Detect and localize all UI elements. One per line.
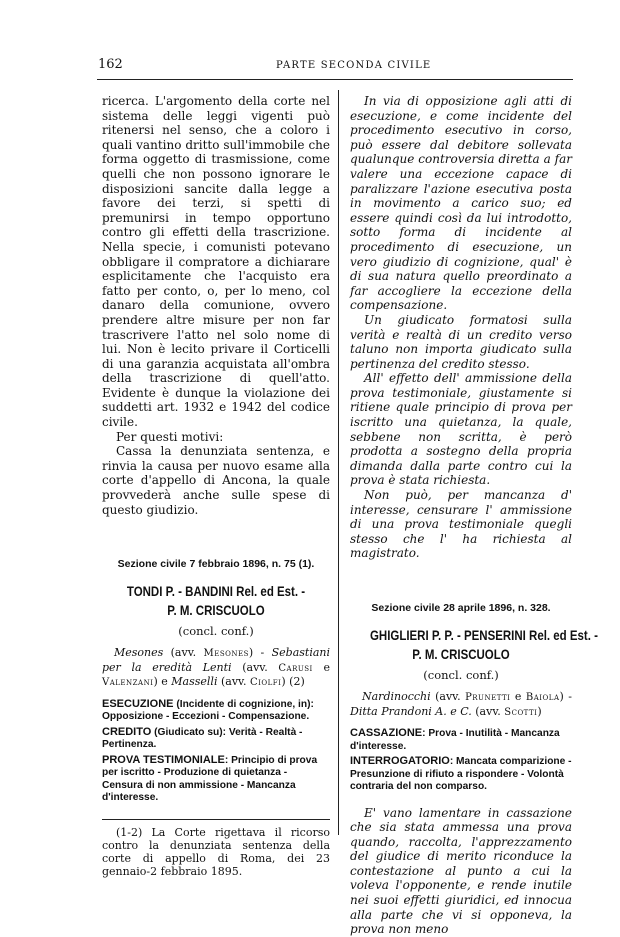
footnote-rule: [102, 819, 330, 820]
right-keyword-2: INTERROGATORIO: Mancata comparizione - Presunzione di rifiuto a rispondere - Volontà contraria del non comparso.: [350, 755, 572, 792]
left-parties-line-2: P. M. CRISCUOLO: [167, 601, 265, 618]
left-paragraph-1: ricerca. L'argomento della corte nel sistema delle leggi vigenti può ritenersi nel senso, che a coloro i quali vantino dritto sull'immobile che forma oggetto di trasmissione, come quelli che non possono ignorare le disposizioni sancite dalla legge a favore dei terzi, si spetti di premunirsi in tempo opportuno contro gli effetti della trascrizione. Nella specie, i comunisti potevano obbligare il compratore a dichiarare esplicitamente che l'acquisto era fatto per conto, o, per lo meno, col danaro della comunione, ovvero prendere altre misure per non far trascrivere l'atto nel solo nome di lui. Non è lecito privare il Corticelli di una garanzia acquistata all'ombra della trascrizione di quell'atto. Evidente è dunque la violazione dei suddetti art. 1932 e 1942 del codice civile.: [102, 94, 330, 430]
left-paragraph-3: Cassa la denunziata sentenza, e rinvia la causa per nuovo esame alla corte d'appello di Ancona, la quale provvederà anche sulle spese di questo giudizio.: [102, 444, 330, 517]
left-conclusion: (concl. conf.): [178, 623, 254, 638]
page-number: 162: [98, 57, 123, 72]
right-maxim-4: Non può, per mancanza d' interesse, censurare l' ammissione di una prova testimoniale quegli stesso che l' ha richiesta al magistrato.: [350, 488, 572, 561]
left-counsel: Mesones (avv. Mesones) - Sebastiani per la eredità Lenti (avv. Carusi e Valenzani) e Masselli (avv. Ciolfi) (2): [102, 646, 330, 689]
running-title: PARTE SECONDA CIVILE: [276, 60, 432, 71]
column-divider: [338, 90, 339, 835]
right-conclusion: (concl. conf.): [423, 667, 499, 682]
left-section-heading: Sezione civile 7 febbraio 1896, n. 75 (1).: [117, 558, 315, 571]
right-maxim-3: All' effetto dell' ammissione della prova testimoniale, giustamente si ritiene quale principio di prova per iscritto una quietanza, la quale, sebbene non scritta, è però prodotta a sostegno della propria dimanda dalla parte contro cui la prova è stata richiesta.: [350, 371, 572, 488]
left-keyword-3: PROVA TESTIMONIALE: Principio di prova per iscritto - Produzione di quietanza - Censura di non ammissione - Mancanza d'interesse.: [102, 753, 318, 804]
header-rule: [97, 79, 573, 80]
left-keyword-2: CREDITO (Giudicato su): Verità - Realtà - Pertinenza.: [102, 725, 303, 751]
right-parties-line-1: GHIGLIERI P. P. - PENSERINI Rel. ed Est. -: [369, 626, 598, 643]
right-section-heading: Sezione civile 28 aprile 1896, n. 328.: [371, 602, 551, 614]
right-counsel: Nardinocchi (avv. Prunetti e Baiola) - Ditta Prandoni A. e C. (avv. Scotti): [350, 690, 572, 718]
right-keyword-1: CASSAZIONE: Prova - Inutilità - Mancanza d'interesse.: [350, 727, 560, 752]
right-maxim-2: Un giudicato formatosi sulla verità e realtà di un credito verso taluno non importa giudicato sulla pertinenza del credito stesso.: [350, 312, 572, 371]
left-paragraph-2: Per questi motivi:: [116, 429, 224, 444]
left-keyword-1: ESECUZIONE (Incidente di cognizione, in): Opposizione - Eccezioni - Compensazione.: [102, 697, 314, 723]
right-maxim-1: In via di opposizione agli atti di esecuzione, e come incidente del procedimento esecutivo in corso, può essere dal debitore sollevata qualunque controversia diretta a far valere una eccezione capace di paralizzare l'azione esecutiva posta in movimento a carico suo; ed essere quindi così da lui introdotto, sotto forma di incidente al procedimento di esecuzione, un vero giudizio di cognizione, qual' è di sua natura quello preordinato a far accogliere la eccezione della compensazione.: [350, 94, 572, 313]
left-parties-line-1: TONDI P. - BANDINI Rel. ed Est. -: [126, 582, 306, 599]
right-parties-line-2: P. M. CRISCUOLO: [412, 645, 510, 662]
right-final-paragraph: E' vano lamentare in cassazione che sia stata ammessa una prova quando, raccolta, l'apprezzamento del giudice di merito riconduce la contestazione al punto a cui la voleva l'opponente, e rende inutile nei suoi effetti giuridici, ed innocua alla parte che vi si opponeva, la prova non meno: [350, 805, 572, 937]
right-column: [350, 94, 598, 937]
left-column: [102, 94, 330, 878]
footnote: (1-2) La Corte rigettava il ricorso contro la denunziata sentenza della corte di appello di Roma, dei 23 gennaio-2 febbraio 1895.: [102, 825, 330, 878]
